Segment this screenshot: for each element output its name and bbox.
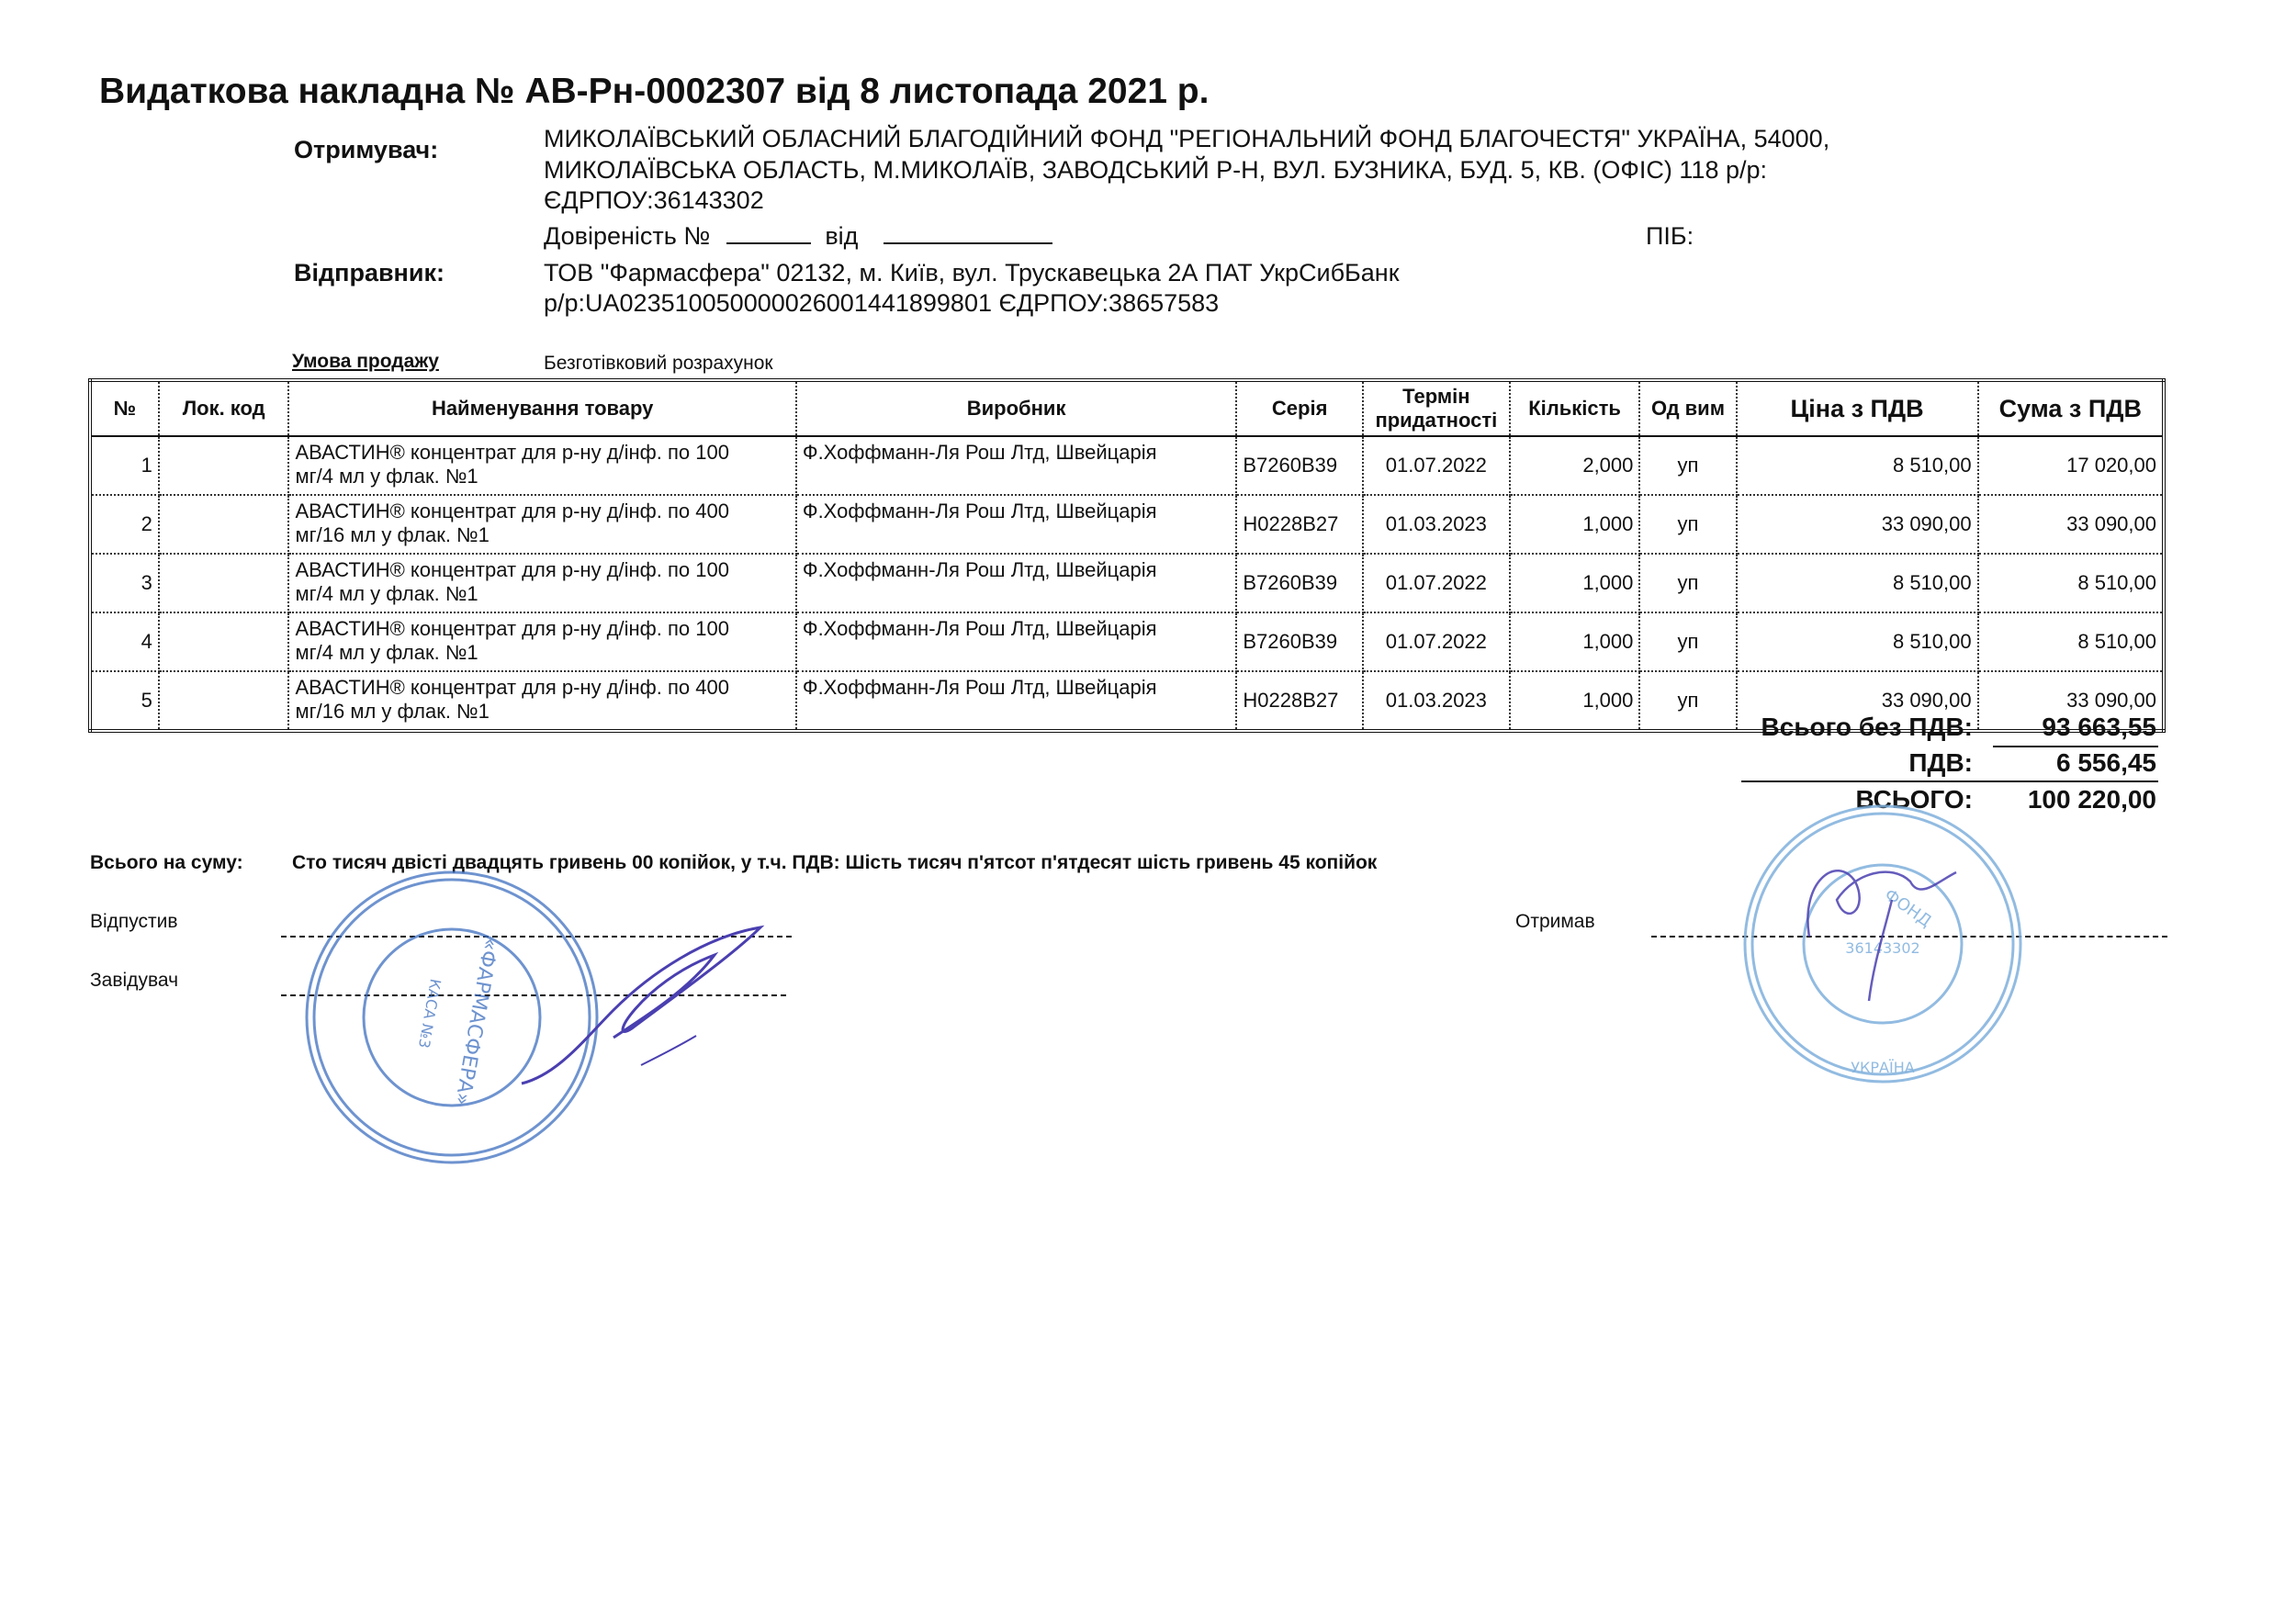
cell-name-line-1: АВАСТИН® концентрат для р-ну д/інф. по 100	[295, 441, 729, 464]
total-vat-label: ПДВ:	[1908, 748, 1973, 777]
table-header-row	[90, 380, 2164, 436]
cell-expiry: 01.03.2023	[1363, 671, 1510, 731]
cell-series: H0228B27	[1236, 671, 1363, 731]
cell-maker: Ф.Хоффманн-Ля Рош Лтд, Швейцарія	[796, 612, 1237, 671]
cell-unit: уп	[1639, 612, 1736, 671]
cell-unit: уп	[1639, 554, 1736, 612]
cell-series: B7260B39	[1236, 436, 1363, 495]
released-by-label: Відпустив	[90, 911, 178, 932]
cell-series: H0228B27	[1236, 495, 1363, 554]
cell-no: 4	[90, 612, 159, 671]
svg-text:КАСА №3: КАСА №3	[414, 977, 445, 1050]
cell-name-line-1: АВАСТИН® концентрат для р-ну д/інф. по 100	[295, 617, 729, 640]
cell-name-line-2: мг/4 мл у флак. №1	[295, 465, 478, 488]
table-row	[90, 612, 2164, 671]
document-title: Видаткова накладна № АВ-Рн-0002307 від 8 листопада 2021 р.	[99, 72, 1210, 111]
cell-name-line-1: АВАСТИН® концентрат для р-ну д/інф. по 400	[295, 676, 729, 699]
col-header-expiry-line-1: Термін	[1402, 385, 1470, 408]
total-vat-value: 6 556,45	[2056, 748, 2156, 777]
cell-name	[288, 671, 795, 731]
recipient-line-1: МИКОЛАЇВСЬКИЙ ОБЛАСНИЙ БЛАГОДІЙНИЙ ФОНД "РЕГІОНАЛЬНИЙ ФОНД БЛАГОЧЕСТЯ" УКРАЇНА, 54000,	[544, 125, 1830, 152]
recipient-label: Отримувач:	[294, 136, 439, 163]
cell-sum: 8 510,00	[1978, 554, 2164, 612]
items-table	[88, 378, 2166, 733]
sum-in-words-text: Сто тисяч двісті двадцять гривень 00 копійок, у т.ч. ПДВ: Шість тисяч п'ятсот п'ятдесят шість гривень 45 копійок	[292, 852, 1378, 873]
cell-expiry: 01.07.2022	[1363, 436, 1510, 495]
cell-expiry: 01.07.2022	[1363, 612, 1510, 671]
cell-name	[288, 554, 795, 612]
grand-total-label: ВСЬОГО:	[1855, 785, 1973, 814]
cell-price: 8 510,00	[1737, 554, 1978, 612]
cell-series: B7260B39	[1236, 554, 1363, 612]
col-header-name: Найменування товару	[288, 380, 795, 436]
col-header-price: Ціна з ПДВ	[1737, 380, 1978, 436]
cell-maker: Ф.Хоффманн-Ля Рош Лтд, Швейцарія	[796, 554, 1237, 612]
cell-name	[288, 612, 795, 671]
grand-total-value: 100 220,00	[2027, 785, 2156, 814]
sale-condition-value: Безготівковий розрахунок	[544, 353, 773, 374]
total-net-label: Всього без ПДВ:	[1761, 713, 1973, 741]
cell-name-line-2: мг/16 мл у флак. №1	[295, 523, 490, 546]
proxy-date-blank	[884, 222, 1052, 244]
proxy-label: Довіреність №	[544, 222, 711, 250]
table-row	[90, 436, 2164, 495]
col-header-maker: Виробник	[796, 380, 1237, 436]
col-header-expiry	[1363, 380, 1510, 436]
cell-no: 2	[90, 495, 159, 554]
cell-name	[288, 495, 795, 554]
col-header-qty: Кількість	[1510, 380, 1640, 436]
cell-expiry: 01.03.2023	[1363, 495, 1510, 554]
cell-unit: уп	[1639, 495, 1736, 554]
cell-qty: 1,000	[1510, 671, 1640, 731]
col-header-unit: Од вим	[1639, 380, 1736, 436]
cell-price: 8 510,00	[1737, 436, 1978, 495]
cell-qty: 2,000	[1510, 436, 1640, 495]
cell-unit: уп	[1639, 671, 1736, 731]
cell-loc-code	[159, 436, 289, 495]
cell-maker: Ф.Хоффманн-Ля Рош Лтд, Швейцарія	[796, 436, 1237, 495]
sale-condition-label: Умова продажу	[292, 351, 439, 372]
sender-label: Відправник:	[294, 259, 445, 286]
cell-loc-code	[159, 554, 289, 612]
cell-sum: 33 090,00	[1978, 495, 2164, 554]
cell-qty: 1,000	[1510, 495, 1640, 554]
svg-text:36143302: 36143302	[1845, 939, 1920, 957]
cell-sum: 8 510,00	[1978, 612, 2164, 671]
cell-qty: 1,000	[1510, 612, 1640, 671]
sum-in-words-label: Всього на суму:	[90, 852, 243, 873]
cell-no: 5	[90, 671, 159, 731]
sender-line-2: р/р:UA023510050000026001441899801 ЄДРПОУ:38657583	[544, 289, 1220, 317]
proxy-from-label: від	[825, 222, 859, 250]
cell-qty: 1,000	[1510, 554, 1640, 612]
svg-text:ФОНД: ФОНД	[1880, 885, 1935, 932]
cell-expiry: 01.07.2022	[1363, 554, 1510, 612]
col-header-expiry-line-2: придатності	[1375, 409, 1498, 432]
svg-text:УКРАЇНА: УКРАЇНА	[1851, 1059, 1915, 1076]
col-header-loc-code: Лок. код	[159, 380, 289, 436]
cell-price: 8 510,00	[1737, 612, 1978, 671]
cell-name-line-1: АВАСТИН® концентрат для р-ну д/інф. по 400	[295, 500, 729, 522]
cell-series: B7260B39	[1236, 612, 1363, 671]
cell-price: 33 090,00	[1737, 671, 1978, 731]
svg-text:«ФАРМАСФЕРА»: «ФАРМАСФЕРА»	[449, 936, 502, 1107]
cell-unit: уп	[1639, 436, 1736, 495]
cell-sum: 17 020,00	[1978, 436, 2164, 495]
total-vat-underline	[1741, 780, 2158, 782]
recipient-line-3: ЄДРПОУ:36143302	[544, 186, 764, 214]
sender-line-1: ТОВ "Фармасфера" 02132, м. Київ, вул. Трускавецька 2А ПАТ УкрСибБанк	[544, 259, 1400, 286]
cell-loc-code	[159, 671, 289, 731]
cell-loc-code	[159, 495, 289, 554]
table-row	[90, 554, 2164, 612]
cell-name-line-1: АВАСТИН® концентрат для р-ну д/інф. по 100	[295, 558, 729, 581]
received-by-label: Отримав	[1515, 911, 1595, 932]
cell-name	[288, 436, 795, 495]
cell-loc-code	[159, 612, 289, 671]
cell-maker: Ф.Хоффманн-Ля Рош Лтд, Швейцарія	[796, 495, 1237, 554]
recipient-line-2: МИКОЛАЇВСЬКА ОБЛАСТЬ, М.МИКОЛАЇВ, ЗАВОДСЬКИЙ Р-Н, ВУЛ. БУЗНИКА, БУД. 5, КВ. (ОФІС) 118 р/р:	[544, 156, 1768, 184]
pib-label: ПІБ:	[1646, 222, 1694, 250]
cell-name-line-2: мг/4 мл у флак. №1	[295, 641, 478, 664]
col-header-series: Серія	[1236, 380, 1363, 436]
cell-name-line-2: мг/4 мл у флак. №1	[295, 582, 478, 605]
head-label: Завідувач	[90, 970, 179, 991]
cell-sum: 33 090,00	[1978, 671, 2164, 731]
cell-price: 33 090,00	[1737, 495, 1978, 554]
sender-signature	[503, 918, 779, 1102]
cell-maker: Ф.Хоффманн-Ля Рош Лтд, Швейцарія	[796, 671, 1237, 731]
proxy-line	[544, 222, 1052, 251]
proxy-number-blank	[726, 222, 811, 244]
col-header-no: №	[90, 380, 159, 436]
cell-no: 3	[90, 554, 159, 612]
col-header-sum: Сума з ПДВ	[1978, 380, 2164, 436]
total-net-underline	[1993, 746, 2158, 747]
cell-name-line-2: мг/16 мл у флак. №1	[295, 700, 490, 723]
cell-no: 1	[90, 436, 159, 495]
table-row	[90, 495, 2164, 554]
recipient-signature	[1782, 826, 1984, 1010]
total-net-value: 93 663,55	[2042, 713, 2156, 741]
